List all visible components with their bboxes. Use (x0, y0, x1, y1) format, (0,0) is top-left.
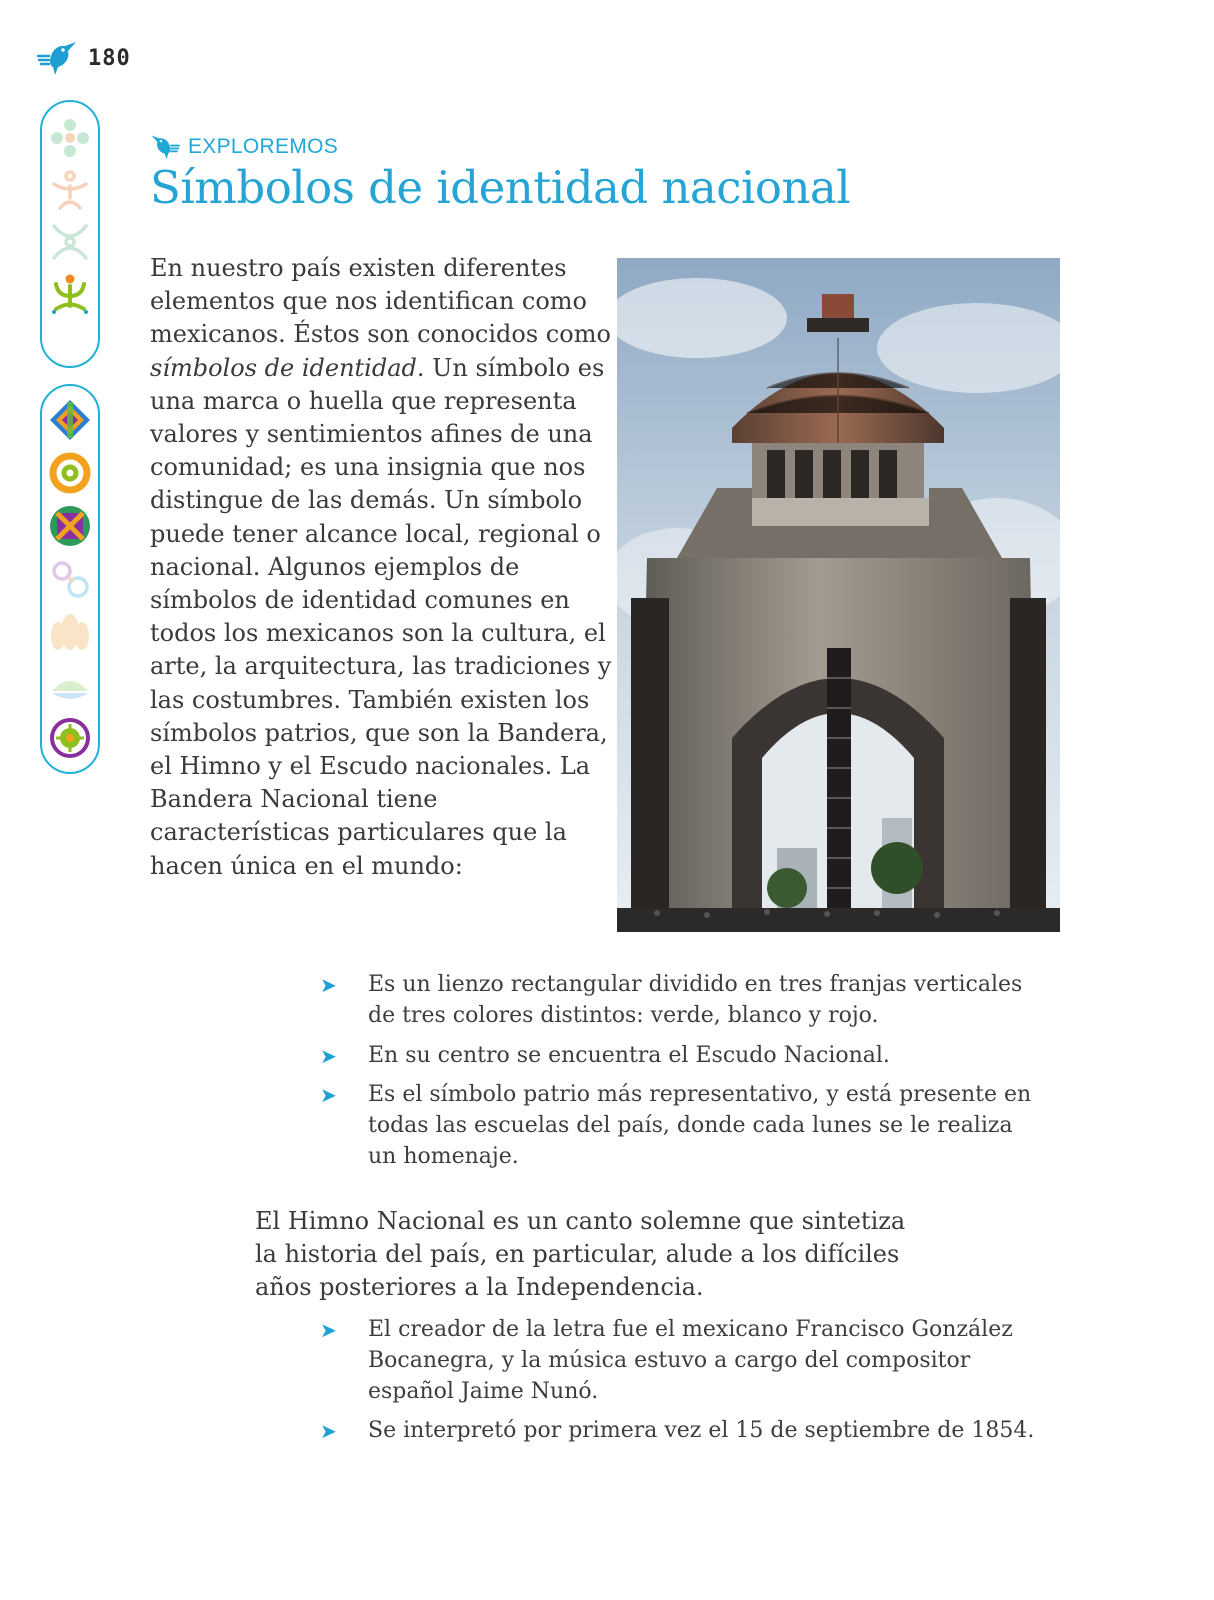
diamond-knot-icon[interactable] (48, 398, 92, 442)
section-label-text: EXPLOREMOS (188, 135, 339, 158)
lotus-icon[interactable] (48, 610, 92, 654)
hummingbird-icon (150, 134, 182, 160)
intro-text-end: . Un símbolo es una marca o huella que representa valores y sentimientos afines de una comunidad; es una insignia que nos distingue de las demás. Un símbolo puede tener alcance local, regional o nacional. Algunos ejemplos de símbolos de identidad comunes en todos los mexicanos son la cultura, el arte, la arquitectura, las tradiciones y las costumbres. También existen los símbolos patrios, que son la Bandera, el Himno y el Escudo nacionales. La Bandera Nacional tiene características particulares que la hacen única en el mundo: (150, 353, 612, 880)
arrow-bullet-icon: ➤ (320, 1043, 337, 1068)
list-item-text: Se interpretó por primera vez el 15 de septiembre de 1854. (368, 1418, 1035, 1444)
gear-circle-icon[interactable] (48, 716, 92, 760)
list-item (320, 1041, 1040, 1072)
spiral-icon[interactable] (48, 451, 92, 495)
section-header (150, 134, 850, 213)
monument-photo (617, 258, 1060, 932)
anthem-paragraph: El Himno Nacional es un canto solemne que sintetiza la historia del país, en particular, alude a los difíciles años posteriores a la Independencia. (255, 1207, 906, 1302)
arrow-bullet-icon: ➤ (320, 973, 337, 997)
hands-icon[interactable] (48, 663, 92, 707)
arrow-bullet-icon: ➤ (320, 1318, 337, 1342)
intro-paragraph (150, 252, 620, 883)
arrow-bullet-icon: ➤ (320, 1083, 337, 1108)
section-label (150, 134, 850, 160)
page-title: Símbolos de identidad nacional (150, 161, 851, 214)
page-header (36, 40, 131, 76)
list-item (320, 970, 1040, 1032)
intro-text-start: En nuestro país existen diferentes elementos que nos identifican como mexicanos. Éstos son conocidos como (150, 254, 611, 349)
hummingbird-icon (36, 40, 78, 76)
page-number: 180 (88, 45, 131, 71)
flower-icon[interactable] (48, 116, 92, 160)
dancer-icon[interactable] (48, 168, 92, 212)
people-icon[interactable] (48, 220, 92, 264)
sidebar-nav-top (40, 100, 100, 368)
list-item-text: Es el símbolo patrio más representativo, y está presente en todas las escuelas del país, donde cada lunes se le realiza un homenaje. (368, 1082, 1032, 1169)
arrow-bullet-icon: ➤ (320, 1419, 337, 1444)
list-item-text: En su centro se encuentra el Escudo Nacional. (368, 1042, 890, 1068)
sprout-icon[interactable] (48, 272, 92, 316)
list-item-text: El creador de la letra fue el mexicano Francisco González Bocanegra, y la música estuvo a cargo del compositor español Jaime Nunó. (368, 1317, 1013, 1404)
linked-circles-icon[interactable] (48, 557, 92, 601)
list-item (320, 1315, 1040, 1407)
list-item (320, 1416, 1040, 1447)
intro-emphasis: símbolos de identidad (150, 353, 417, 382)
list-item (320, 1080, 1040, 1172)
cross-square-icon[interactable] (48, 504, 92, 548)
flag-bullet-list (320, 970, 1040, 1182)
sidebar-nav-bottom (40, 384, 100, 774)
anthem-bullet-list (320, 1315, 1040, 1456)
list-item-text: Es un lienzo rectangular dividido en tres franjas verticales de tres colores distintos: verde, blanco y rojo. (368, 972, 1023, 1028)
